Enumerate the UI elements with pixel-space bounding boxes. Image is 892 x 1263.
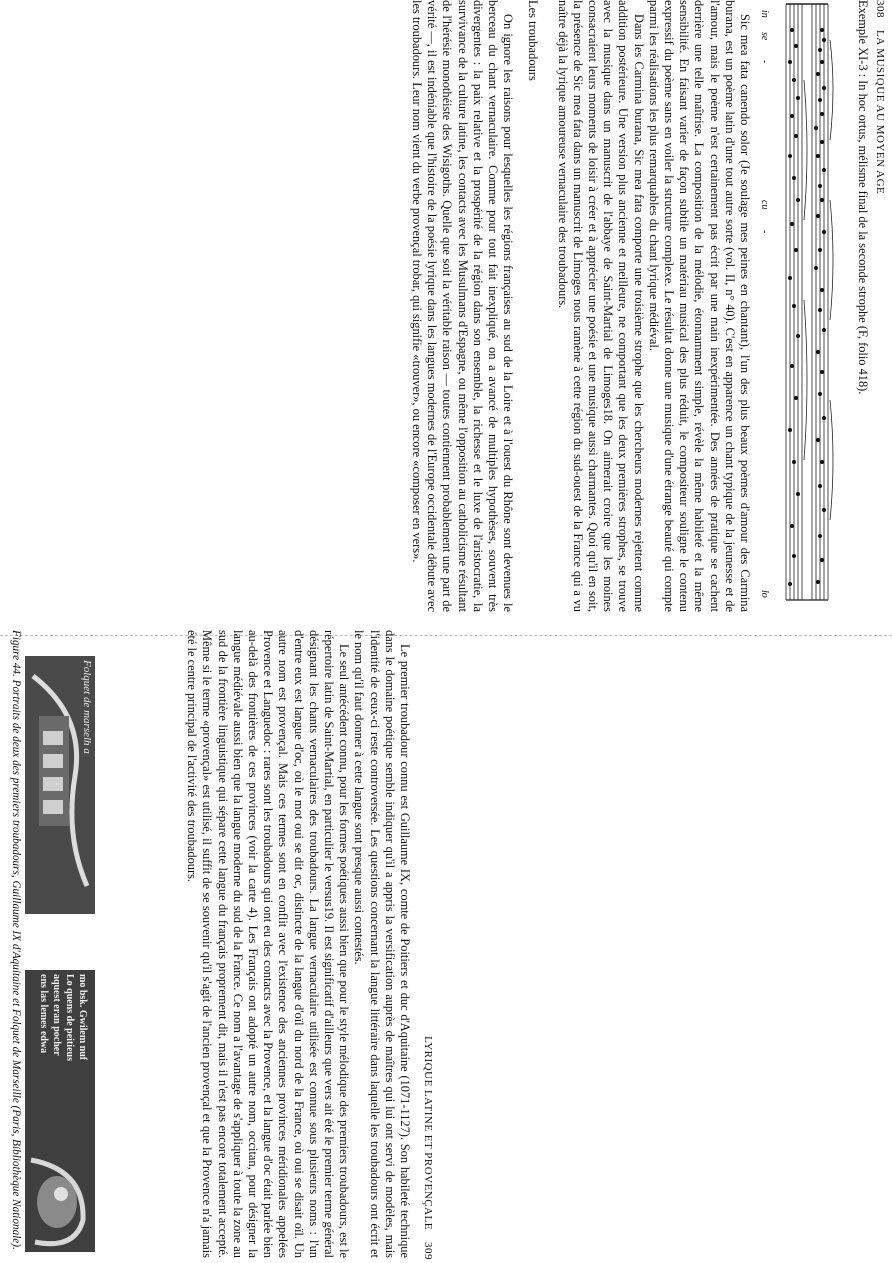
- figure-text: mo bsk. Gwilem nuf: [77, 974, 88, 1061]
- figure-text: ens las lemes edwa: [38, 974, 49, 1054]
- figure-lettering-guillaume: [37, 974, 89, 1154]
- syllable-se: se: [759, 32, 770, 41]
- figure-text: aquest eran pocher: [51, 974, 62, 1056]
- paragraph: Sic mea fata canendo solor (Je soulage mes peines en chantant), l'un des plus beaux poèmes d'amour des Carmina burana, est un poème latin d'une tout autre sorte (vol. II, n° 40). C'est en apparence un chant typique de la jeunesse et de l'amour, mais le poème n'est certainement pas écrit par une main inexpérimentée. Des années de pratique se cachent derrière une telle maîtrise. La composition de la mélodie, étonnamment simple, révèle la même habileté et la même sensibilité. En faisant varier de façon subtile un matériau musical des plus réduit, le compositeur souligne le contenu expressif du poème sans en voiler la structure complexe. Le résultat donne une musique d'une étrange beauté qui compte parmi les réalisations les plus remarquables du chant lyrique médiéval.: [646, 0, 752, 612]
- paragraph: Le premier troubadour connu est Guillaume IX, comte de Poitiers et duc d'Aquitaine (1071-1127). Son habileté technique dans le domaine poétique semble indiquer qu'il a appris la versification auprès de maîtres qui lui ont servi de modèles, mais l'identité de ceux-ci reste controversée. Les questions concernant la langue littéraire dans laquelle les troubadours ont écrit et le nom qu'il faut donner à cette langue sont presque aussi contestés.: [352, 630, 412, 1258]
- figure-caption: [8, 630, 22, 1258]
- page-308: [409, 0, 892, 620]
- syllable-lo: lo: [759, 590, 770, 598]
- syllable-hyphen-2: -: [759, 230, 770, 234]
- figure-image-folquet: [25, 656, 95, 914]
- page-number: 309: [422, 1242, 434, 1260]
- music-example: [772, 0, 834, 612]
- page-number: 308: [874, 0, 886, 18]
- paragraph: Le seul antécédent connu, pour les formes poétiques aussi bien que pour le style mélodique des premiers troubadours, est le répertoire latin de Saint-Martial, en particulier le versus19. Il est significatif d'ailleurs que vers ait été le premier terme général désignant les chants vernaculaires des troubadours. La langue vernaculaire utilisée est connue sous plusieurs noms : l'un d'entre eux est langue d'oc, où le mot oui se dit oc, distincte de la langue d'oïl du nord de la France, où oui se disait oïl. Un autre nom est provençal. Mais ces termes sont en conflit avec l'existence des anciennes provinces méridionales appelées Provence et Languedoc : rares sont les troubadours qui ont eu des contacts avec la Provence, et la langue d'oc était parlée bien au-delà des frontières de ces provinces (voir la carte 4). Les Français ont adopté un autre nom, occitan, pour désigner la langue médiévale aussi bien que la langue moderne du sud de la France. Ce nom a l'avantage de s'appliquer à toute la zone au sud de la frontière linguistique qui sépare cette langue du français proprement dit, mais il n'est pas encore totalement accepté. Même si le terme «provençal» est utilisé, il suffit de se souvenir qu'il s'agit de l'ancien provençal et que la Provence n'a jamais été le centre principal de l'activité des troubadours.: [185, 630, 352, 1258]
- syllable-cu: cu: [759, 200, 770, 210]
- figure-text: a: [81, 748, 93, 754]
- paragraph: On ignore les raisons pour lesquelles les régions françaises au sud de la Loire et à l'ouest du Rhône sont devenues le berceau du chant vernaculaire. Comme pour tout fait inexpliqué, on a avancé de multiples hypothèses, souvent très divergentes : la paix relative et la prospérité de la région dans son ensemble, la richesse et le luxe de l'aristocratie, la survivance de la culture latine, les contacts avec les Musulmans d'Espagne, ou même l'opposition au catholicisme résultant de l'hérésie monothéiste des Wisigoths. Quelle que soit la véritable raison — toutes contiennent probablement une part de vérité —, il est indéniable que l'histoire de la poésie lyrique dans les langues modernes de l'Europe occidentale débute avec les troubadours. Leur nom vient du verbe provençal trobar, qui signifie «trouver», ou encore «composer en vers».: [409, 0, 516, 612]
- music-lyrics: [758, 0, 770, 612]
- main-text-308: [409, 0, 752, 612]
- page-309: [0, 630, 440, 1260]
- figure-lettering-folquet: [81, 660, 93, 754]
- paragraph: Dans les Carmina burana, Sic mea fata comporte une troisième strophe que les chercheurs modernes rejettent comme addition postérieure. Une version plus ancienne et meilleure, ne comportant que les deux premières strophes, se trouve avec la musique dans un manuscrit de l'abbaye de Saint-Martial de Limoges18. On aimerait croire que les moines consacraient leurs moments de loisir à créer et à apprécier une poésie et une musique aussi charmantes. Quoi qu'il en soit, la présence de Sic mea fata dans un manuscrit de Limoges nous ramène à cette région du sud-ouest de la France qui a vu naître déjà la lyrique amoureuse vernaculaire des troubadours.: [555, 0, 646, 612]
- example-caption-block: [855, 0, 870, 612]
- running-head-309: [418, 630, 434, 1260]
- example-caption: Exemple XI-3 : In hoc ortus, mélisme final de la seconde strophe (F, folio 418).: [856, 0, 870, 395]
- running-head-title: LA MUSIQUE AU MOYEN AGE: [874, 30, 886, 195]
- figure-text: Lo quens de peitieus: [64, 974, 75, 1061]
- running-head-title: LYRIQUE LATINE ET PROVENÇALE: [422, 1036, 434, 1230]
- running-head-308: [870, 0, 886, 620]
- main-text-309: [184, 630, 412, 1258]
- syllable-in: in: [759, 10, 770, 18]
- section-heading: Les troubadours: [526, 0, 541, 81]
- figure-text: Folquet de marselh: [81, 660, 93, 746]
- figure-image-guillaume: [25, 970, 95, 1252]
- syllable-hyphen-1: -: [759, 60, 770, 64]
- figure-caption-text: Figure 44. Portraits de deux des premiers troubadours, Guillaume IX d'Aquitaine et Folquet de Marseille (Paris, Bibliothèque Nationale).: [10, 630, 22, 1250]
